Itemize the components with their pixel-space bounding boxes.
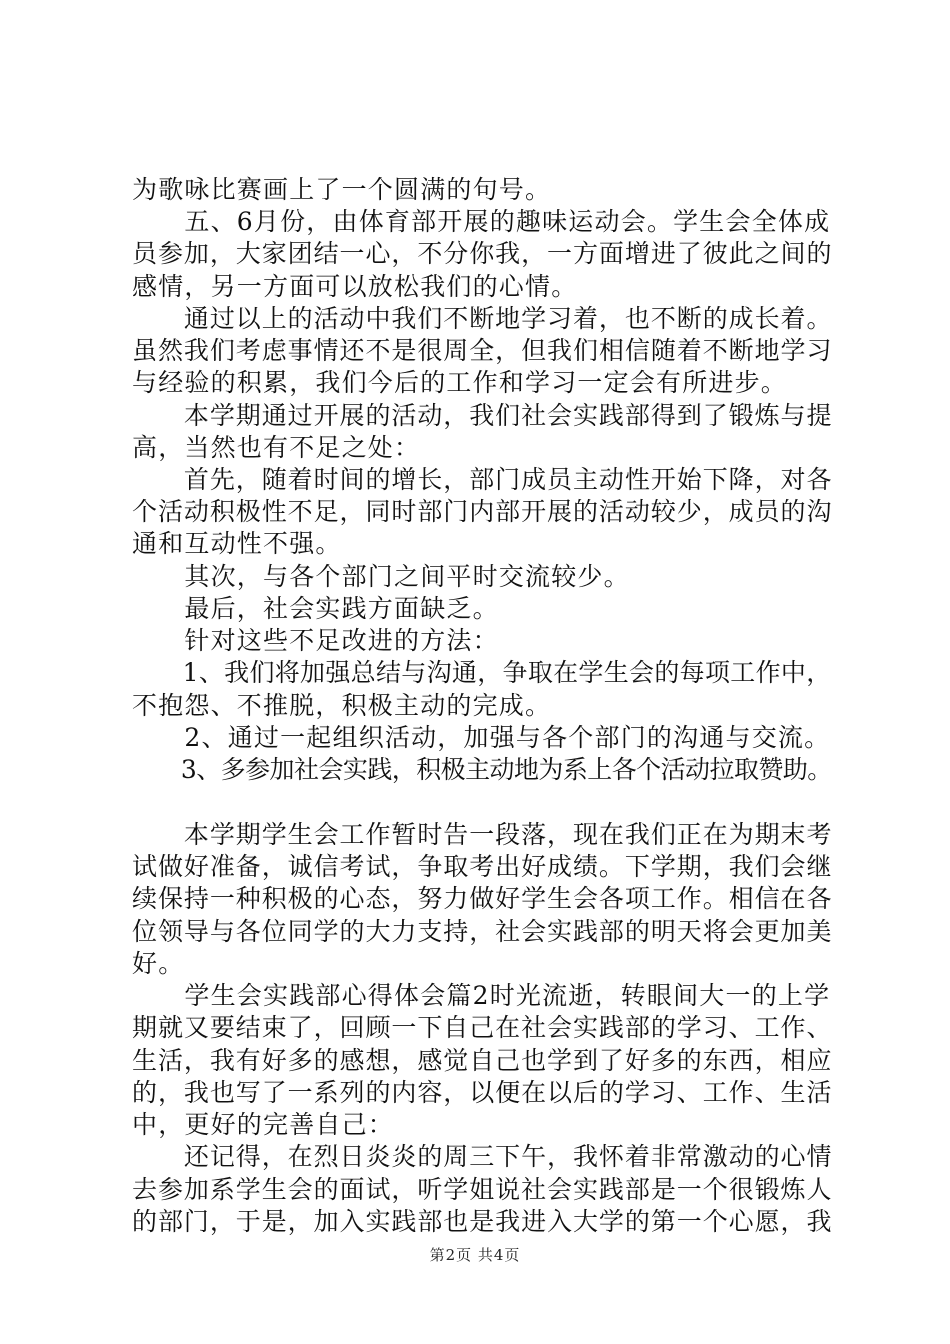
text-line: 五、6月份，由体育部开展的趣味运动会。学生会全体成 bbox=[132, 207, 831, 236]
text-line: 为歌咏比赛画上了一个圆满的句号。 bbox=[132, 175, 552, 204]
text-line: 去参加系学生会的面试，听学姐说社会实践部是一个很锻炼人 bbox=[132, 1175, 833, 1204]
text-line: 与经验的积累，我们今后的工作和学习一定会有所进步。 bbox=[132, 368, 788, 397]
text-line: 试做好准备，诚信考试，争取考出好成绩。下学期，我们会继 bbox=[132, 852, 833, 881]
text-line: 好。 bbox=[132, 949, 185, 978]
text-line: 首先，随着时间的增长，部门成员主动性开始下降，对各 bbox=[132, 465, 833, 494]
page-number-footer: 第2页 共4页 bbox=[429, 1246, 521, 1264]
text-line: 个活动积极性不足，同时部门内部开展的活动较少，成员的沟 bbox=[132, 497, 833, 526]
text-line: 续保持一种积极的心态，努力做好学生会各项工作。相信在各 bbox=[132, 884, 833, 913]
text-line: 2、通过一起组织活动，加强与各个部门的沟通与交流。 bbox=[132, 723, 831, 752]
text-line: 最后，社会实践方面缺乏。 bbox=[132, 594, 499, 623]
text-line: 学生会实践部心得体会篇2时光流逝，转眼间大一的上学 bbox=[132, 981, 831, 1010]
text-line: 针对这些不足改进的方法： bbox=[132, 626, 499, 655]
text-line: 的，我也写了一系列的内容，以便在以后的学习、工作、生活 bbox=[132, 1078, 833, 1107]
text-line: 位领导与各位同学的大力支持，社会实践部的明天将会更加美 bbox=[132, 917, 833, 946]
text-line: 的部门，于是，加入实践部也是我进入大学的第一个心愿，我 bbox=[132, 1207, 833, 1236]
text-line: 本学期通过开展的活动，我们社会实践部得到了锻炼与提 bbox=[132, 401, 833, 430]
text-line: 其次，与各个部门之间平时交流较少。 bbox=[132, 562, 630, 591]
text-line: 1、我们将加强总结与沟通，争取在学生会的每项工作中， bbox=[132, 658, 832, 687]
text-line: 通过以上的活动中我们不断地学习着，也不断的成长着。 bbox=[132, 304, 833, 333]
text-line: 员参加，大家团结一心，不分你我，一方面增进了彼此之间的 bbox=[132, 239, 833, 268]
text-line: 本学期学生会工作暂时告一段落，现在我们正在为期末考 bbox=[132, 820, 833, 849]
text-line: 3、多参加社会实践，积极主动地为系上各个活动拉取赞助。 bbox=[132, 755, 832, 784]
text-line: 感情，另一方面可以放松我们的心情。 bbox=[132, 272, 578, 301]
text-line: 还记得，在烈日炎炎的周三下午，我怀着非常激动的心情 bbox=[132, 1142, 833, 1171]
text-line: 高，当然也有不足之处： bbox=[132, 433, 421, 462]
text-line: 不抱怨、不推脱，积极主动的完成。 bbox=[132, 691, 552, 720]
text-line: 期就又要结束了，回顾一下自己在社会实践部的学习、工作、 bbox=[132, 1013, 833, 1042]
text-line: 中，更好的完善自己： bbox=[132, 1110, 395, 1139]
text-line: 通和互动性不强。 bbox=[132, 529, 342, 558]
text-line: 虽然我们考虑事情还不是很周全，但我们相信随着不断地学习 bbox=[132, 336, 833, 365]
text-line: 生活，我有好多的感想，感觉自己也学到了好多的东西，相应 bbox=[132, 1046, 833, 1075]
